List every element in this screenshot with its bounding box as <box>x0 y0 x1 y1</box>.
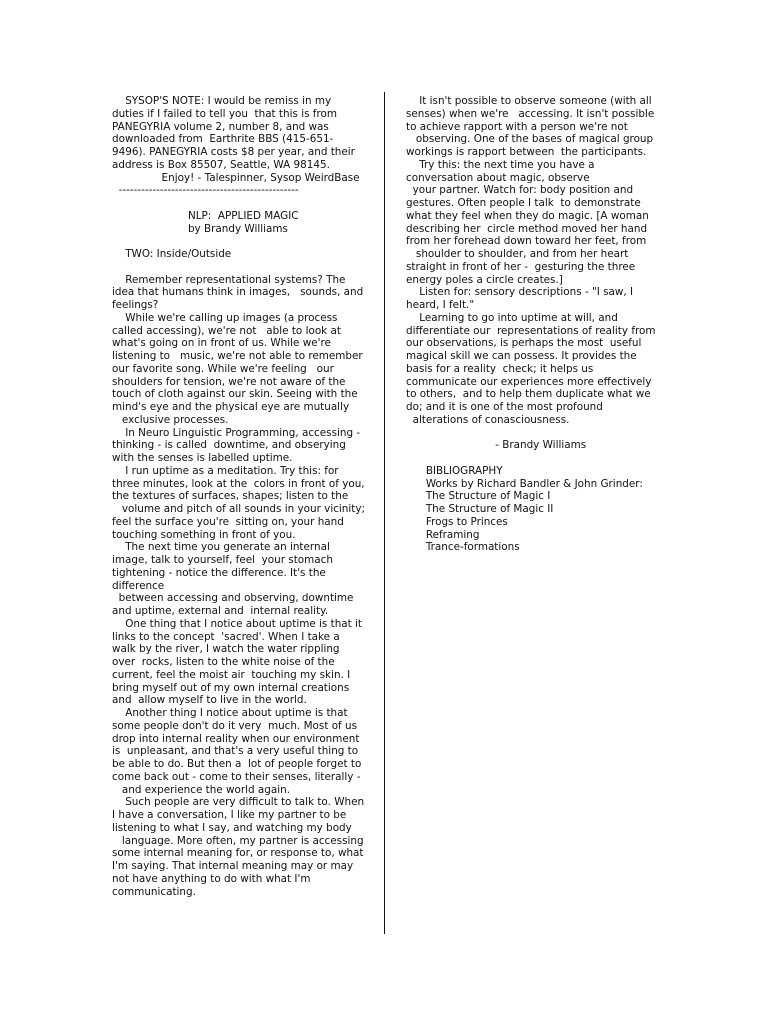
text-line: with the senses is labelled uptime. <box>112 452 293 464</box>
text-line: volume and pitch of all sounds in your vicinity; <box>112 503 366 515</box>
text-line: workings is rapport between the participants. <box>406 146 647 158</box>
text-line: describing her circle method moved her hand <box>406 222 648 235</box>
text-line: what's going on in front of us. While we're <box>112 337 331 350</box>
text-line: Such people are very difficult to talk to. When <box>112 796 365 809</box>
text-line: idea that humans think in images, sounds, and <box>112 286 364 299</box>
text-line: differentiate our representations of reality from <box>406 324 656 337</box>
text-line: It isn't possible to observe someone (with all <box>406 95 652 107</box>
text-line: is unpleasant, and that's a very useful thing to <box>112 745 359 758</box>
text-line: feelings? <box>112 299 159 311</box>
text-line: magical skill we can possess. It provides the <box>406 350 637 362</box>
text-line: to achieve rapport with a person we're not <box>406 120 628 133</box>
text-line: not have anything to do with what I'm <box>112 872 311 885</box>
text-line: 9496). PANEGYRIA costs $8 per year, and their <box>112 146 355 158</box>
text-line: Frogs to Princes <box>406 515 508 528</box>
text-line: address is Box 85507, Seattle, WA 98145. <box>112 158 330 171</box>
text-line: listening to music, we're not able to remember <box>112 350 363 362</box>
text-line: duties if I failed to tell you that this is from <box>112 107 337 120</box>
text-line: energy poles a circle creates.] <box>406 273 563 286</box>
column-divider <box>384 92 385 934</box>
text-line: senses) when we're accessing. It isn't possible <box>406 107 655 120</box>
text-line: basis for a reality check; it helps us <box>406 362 594 375</box>
text-line: thinking - is called downtime, and obserying <box>112 439 346 452</box>
text-line: touching something in front of you. <box>112 528 296 541</box>
text-line: to others, and to help them duplicate what we <box>406 388 651 401</box>
text-line: shoulders for tension, we're not aware of the <box>112 375 346 388</box>
text-line: and uptime, external and internal reality. <box>112 605 329 617</box>
text-line: do; and it is one of the most profound <box>406 401 603 413</box>
text-line: some people don't do it very much. Most of us <box>112 719 358 732</box>
text-line: Learning to go into uptime at will, and <box>406 311 618 324</box>
left-column <box>112 95 380 898</box>
text-line: some internal meaning for, or response to, what <box>112 847 364 860</box>
text-line: over rocks, listen to the white noise of the <box>112 656 335 668</box>
text-line: drop into internal reality when our environment <box>112 732 360 745</box>
text-line: NLP: APPLIED MAGIC <box>112 209 299 222</box>
text-line: alterations of conasciousness. <box>406 413 570 426</box>
text-line: called accessing), we're not able to look at <box>112 324 341 337</box>
text-line <box>406 427 656 440</box>
text-line: image, talk to yourself, feel your stomach <box>112 554 333 566</box>
text-line: our observations, is perhaps the most useful <box>406 337 642 350</box>
text-line: mind's eye and the physical eye are mutually <box>112 401 350 413</box>
text-line: walk by the river, I watch the water rippling <box>112 643 340 656</box>
text-line <box>112 235 380 248</box>
text-line: three minutes, look at the colors in front of you, <box>112 477 365 490</box>
text-line: Enjoy! - Talespinner, Sysop WeirdBase <box>112 171 360 184</box>
text-line: The Structure of Magic II <box>406 503 554 515</box>
text-line: Remember representational systems? The <box>112 273 346 286</box>
text-line: our favorite song. While we're feeling our <box>112 362 334 375</box>
text-line <box>112 261 380 274</box>
text-line: heard, I felt." <box>406 299 475 311</box>
text-line: PANEGYRIA volume 2, number 8, and was <box>112 120 329 133</box>
text-line: Works by Richard Bandler & John Grinder: <box>406 477 643 490</box>
text-line <box>406 452 656 465</box>
text-line: One thing that I notice about uptime is that it <box>112 617 362 630</box>
text-line: bring myself out of my own internal creations <box>112 681 350 694</box>
text-line: and allow myself to live in the world. <box>112 694 307 707</box>
text-line: what they feel when they do magic. [A woman <box>406 209 649 222</box>
text-line: from her forehead down toward her feet, from <box>406 235 647 248</box>
text-line: by Brandy Williams <box>112 222 288 235</box>
text-line: straight in front of her - gesturing the three <box>406 260 636 273</box>
text-line: communicate our experiences more effectively <box>406 375 652 388</box>
text-line: The Structure of Magic I <box>406 490 551 503</box>
text-line: difference <box>112 579 165 592</box>
text-line: While we're calling up images (a process <box>112 311 338 324</box>
text-line: Trance-formations <box>406 541 520 554</box>
text-line: between accessing and observing, downtime <box>112 592 354 605</box>
text-line: Reframing <box>406 528 480 541</box>
text-line: touch of cloth against our skin. Seeing with the <box>112 388 358 401</box>
text-line: come back out - come to their senses, literally - <box>112 770 361 783</box>
text-line: downloaded from Earthrite BBS (415-651- <box>112 133 334 146</box>
text-line: feel the surface you're sitting on, your hand <box>112 515 344 528</box>
text-line: Listen for: sensory descriptions - "I saw, I <box>406 286 634 299</box>
text-line: current, feel the moist air touching my skin. I <box>112 668 351 681</box>
text-line: language. More often, my partner is accessing <box>112 834 364 847</box>
text-line: shoulder to shoulder, and from her heart <box>406 248 629 260</box>
text-line: ------------------------------------------------ <box>112 184 299 197</box>
text-line: I have a conversation, I like my partner to be <box>112 809 347 821</box>
text-line: communicating. <box>112 885 196 898</box>
text-line: exclusive processes. <box>112 413 229 426</box>
text-line: Another thing I notice about uptime is that <box>112 707 348 719</box>
text-line: observing. One of the bases of magical group <box>406 133 654 146</box>
text-line: listening to what I say, and watching my body <box>112 821 352 834</box>
text-line: Try this: the next time you have a <box>406 158 595 171</box>
text-line: BIBLIOGRAPHY <box>406 464 503 477</box>
text-line: your partner. Watch for: body position and <box>406 184 634 197</box>
text-line: I run uptime as a meditation. Try this: for <box>112 464 339 477</box>
text-line: TWO: Inside/Outside <box>112 248 232 260</box>
text-line: - Brandy Williams <box>406 439 587 452</box>
text-line: and experience the world again. <box>112 783 291 796</box>
right-column <box>406 95 656 554</box>
text-line: tightening - notice the difference. It's the <box>112 566 326 579</box>
text-line: SYSOP'S NOTE: I would be remiss in my <box>112 95 332 107</box>
text-line: links to the concept 'sacred'. When I take a <box>112 630 340 643</box>
text-line: I'm saying. That internal meaning may or may <box>112 860 354 872</box>
text-line: gestures. Often people I talk to demonstrate <box>406 197 641 209</box>
text-line: conversation about magic, observe <box>406 171 590 184</box>
text-line: the textures of surfaces, shapes; listen to the <box>112 490 349 503</box>
text-line: In Neuro Linguistic Programming, accessing - <box>112 426 361 439</box>
text-line: be able to do. But then a lot of people forget to <box>112 758 362 770</box>
text-line: The next time you generate an internal <box>112 541 330 554</box>
text-line <box>112 197 380 210</box>
